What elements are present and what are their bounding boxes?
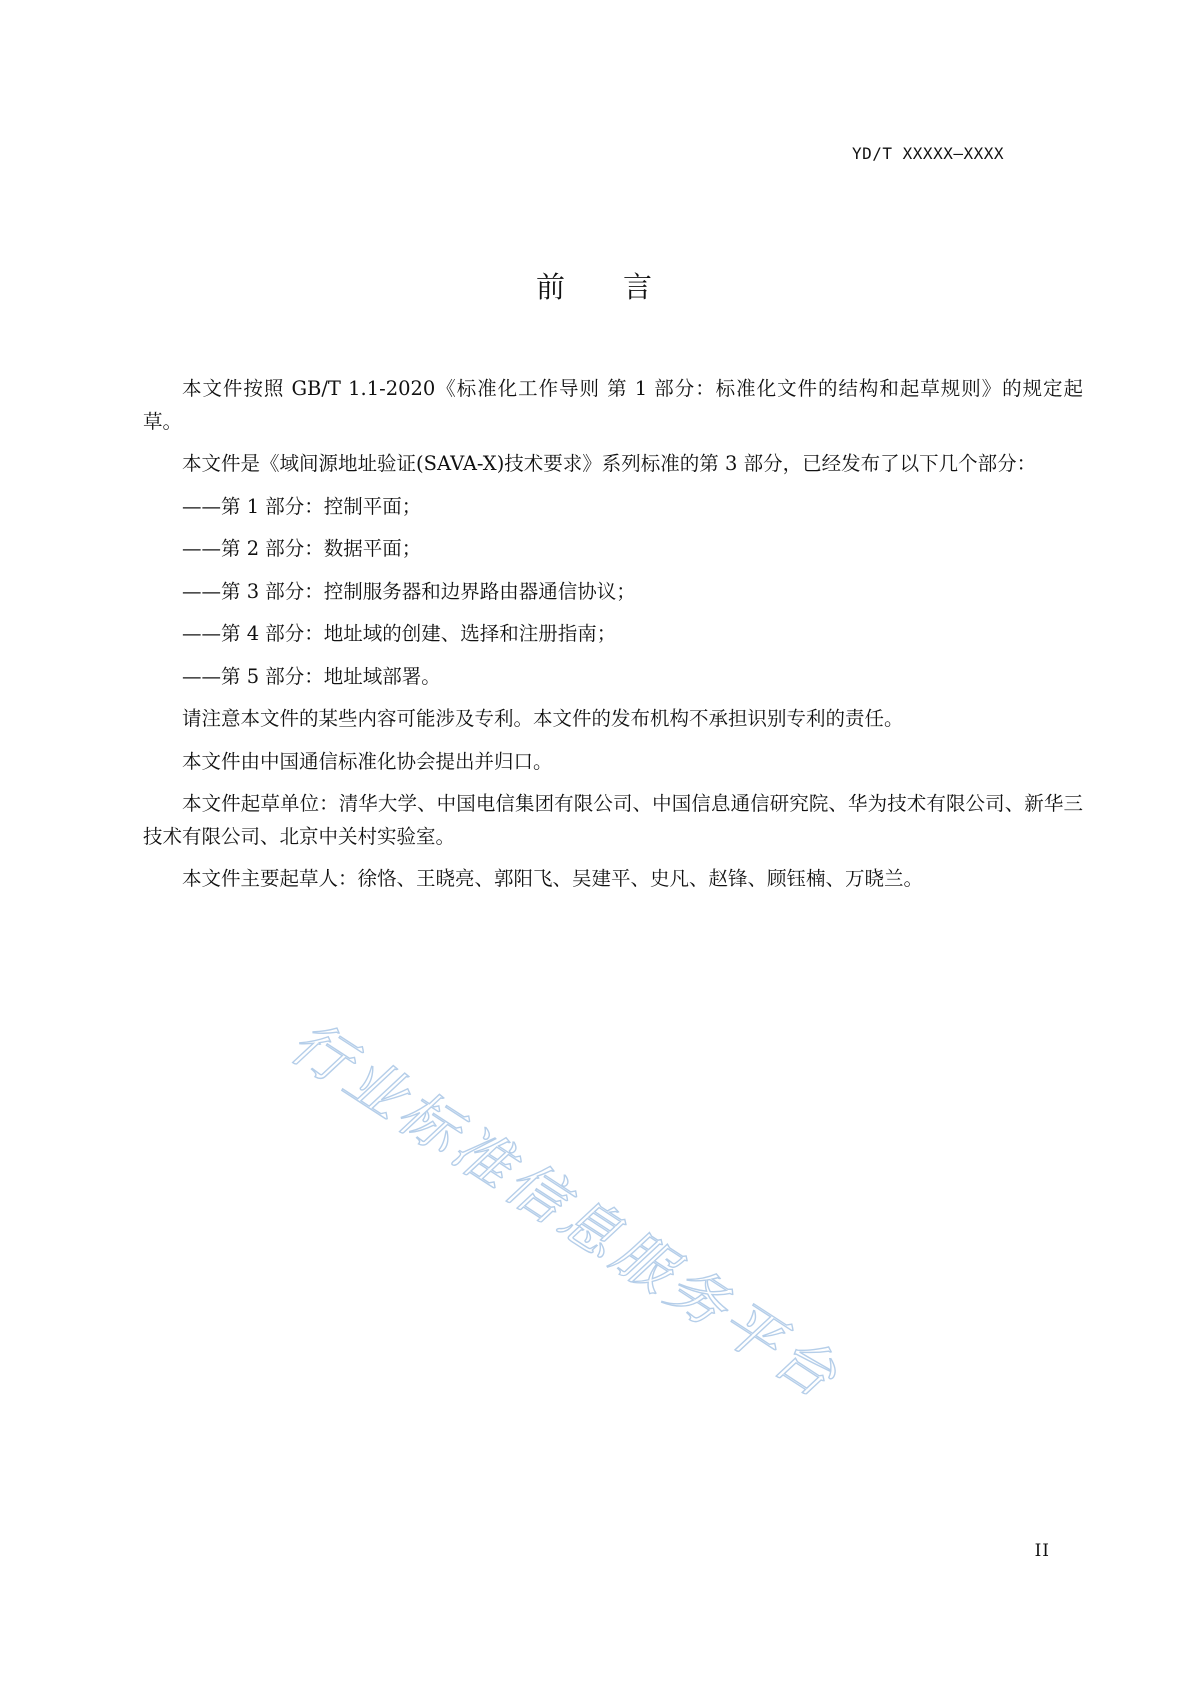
watermark: 行业标准信息服务平台	[278, 1007, 853, 1414]
paragraph-proposer: 本文件由中国通信标准化协会提出并归口。	[182, 749, 553, 773]
page-number: II	[1034, 1541, 1050, 1561]
page-title	[0, 265, 1190, 306]
foreword-body	[143, 373, 1083, 906]
paragraph-patent-notice: 请注意本文件的某些内容可能涉及专利。本文件的发布机构不承担识别专利的责任。	[182, 707, 904, 730]
title-char-1: 前	[535, 270, 567, 304]
title-char-2: 言	[623, 270, 655, 304]
part-list-item-1: ——第 1 部分：控制平面；	[182, 494, 422, 518]
paragraph-drafting-units: 本文件起草单位：清华大学、中国电信集团有限公司、中国信息通信研究院、华为技术有限公司、新华三技术有限公司、北京中关村实验室。	[143, 792, 1083, 848]
part-list-item-4: ——第 4 部分：地址域的创建、选择和注册指南；	[182, 622, 617, 645]
part-list-item-3: ——第 3 部分：控制服务器和边界路由器通信协议；	[182, 579, 636, 603]
part-list-item-2: ——第 2 部分：数据平面；	[182, 537, 422, 560]
paragraph-series-intro: 本文件是《域间源地址验证(SAVA-X)技术要求》系列标准的第 3 部分，已经发布了以下几个部分：	[182, 452, 1037, 475]
paragraph-drafters: 本文件主要起草人：徐恪、王晓亮、郭阳飞、吴建平、史凡、赵锋、顾钰楠、万晓兰。	[182, 867, 924, 890]
part-list-item-5: ——第 5 部分：地址域部署。	[182, 664, 441, 688]
document-code: YD/T XXXXX—XXXX	[852, 144, 1004, 163]
paragraph-drafting-rules: 本文件按照 GB/T 1.1-2020《标准化工作导则 第 1 部分：标准化文件的结构和起草规则》的规定起草。	[143, 377, 1083, 433]
